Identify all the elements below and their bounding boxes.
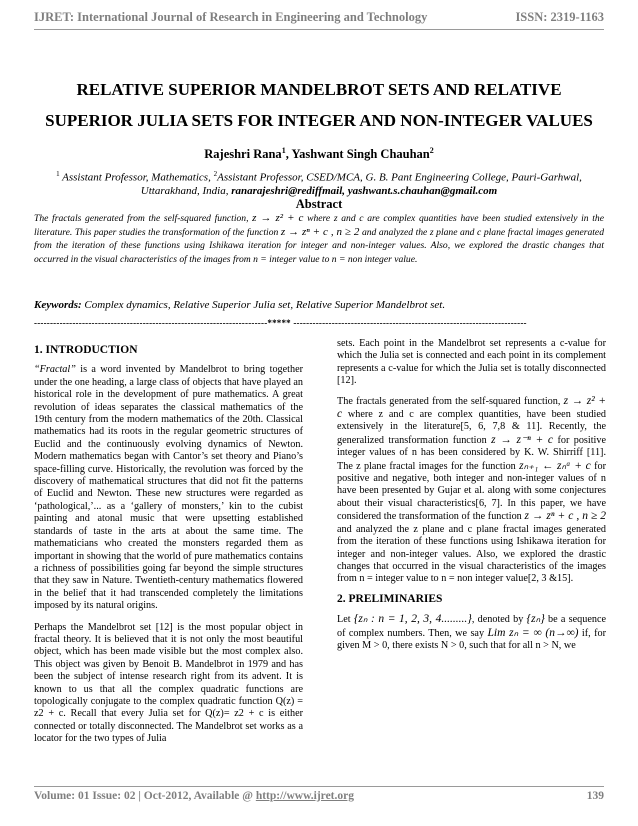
left-column: [34, 338, 303, 755]
intro-paragraph-2: Perhaps the Mandelbrot set [12] is the most popular object in fractal theory. It is believed that it is not only the most beautiful object, which has been made visible but the most complex also. This object was given by Benoit B. Mandelbrot in 1979 and has been the subject of intense research right from its advent. It is known to us that all the complex quadratic functions are topologically conjugate to the complex quadratic function Q(z) = z2 + c. Recall that every Julia set for Q(z)= z2 + c is either connected or totally disconnected. The Mandelbrot set works as a locator for the two types of Julia: [34, 621, 303, 745]
author-2-sup: 2: [429, 146, 434, 155]
right-paragraph-1: sets. Each point in the Mandelbrot set represents a c-value for which the Julia set is connected and each point in its complement represents a c-value for which the Julia set is totally disconnected [12].: [337, 338, 606, 387]
affil-sup-2: 2: [213, 170, 218, 178]
prelim-b: , denoted by: [471, 614, 524, 626]
journal-link[interactable]: http://www.ijret.org: [255, 790, 354, 802]
author-1-sup: 1: [281, 146, 286, 155]
footer-volume: Volume: 01 Issue: 02 | Oct-2012, Available @: [34, 790, 256, 802]
author-emails: ranarajeshri@rediffmail, yashwant.s.chauhan@gmail.com: [231, 185, 498, 198]
header-rule: [34, 29, 604, 30]
prelim-equation-2: {zₙ}: [526, 613, 545, 626]
abstract-part-1: The fractals generated from the self-squared function,: [34, 213, 249, 224]
prelim-equation-1: {zₙ : n = 1, 2, 3, 4.........}: [353, 613, 472, 626]
right-paragraph-2: [337, 395, 606, 586]
right-equation-2: z → z⁻ⁿ + c: [491, 433, 554, 446]
right-column: [337, 338, 606, 659]
right-equation-3: zₙ₊₁ ← zₙᵅ + c: [519, 459, 591, 472]
fractal-quote: “Fractal”: [34, 364, 76, 376]
intro-p1-text: is a word invented by Mandelbrot to bring together under the one heading, a large class of objects that have played an historical role in the development of pure mathematics. A great revolution of ideas separates the classical mathematics of the 19th century from the modern mathematics of the 20th. Classical mathematics had its roots in the regular geometric structures of Euclid and the continuously evolving dynamics of Newton. Modern mathematics began with Cantor’s set theory and Piano’s space-filling curve. Historically, the revolution was forced by the discovery of mathematical structures that did not fit the patterns of Euclid and Newton. These new structures were regarded as ‘pathological,’... as a ‘gallery of monsters,’ kin to the cubist painting and atonal music that were upsetting established standards of taste in the arts at about the same time. The mathematicians who created the monsters regarded them as important in showing that the world of pure mathematics contains a richness of possibilities going far beyond the simple structures that they saw in Nature. Twentieth-century mathematics flowered in the belief that it had transcended completely the limitations imposed by its natural origins.: [34, 364, 303, 612]
paper-title: [20, 74, 618, 136]
author-sep: ,: [285, 147, 292, 162]
right-p2-b: where z and c are complex quantities, have been studied extensively in the literature[5, 6, 7,8 & 11]. Recently, the generalized transformation function: [337, 409, 606, 446]
page-footer: [34, 790, 604, 802]
title-line-2: SUPERIOR JULIA SETS FOR INTEGER AND NON-INTEGER VALUES: [45, 111, 593, 130]
affiliation: [38, 168, 600, 199]
preliminaries-heading: 2. PRELIMINARIES: [337, 592, 443, 605]
right-p2-d: for positive and negative, both integer and non-integer values of n have been presented by Gujar et al. along with some conjectures about their visual characteristics[6, 7]. In this paper, we have considered the transformation of the function: [337, 460, 606, 523]
authors: [0, 146, 638, 162]
abstract-equation-1: z → z² + c: [252, 212, 304, 224]
keywords-text: Complex dynamics, Relative Superior Julia set, Relative Superior Mandelbrot set.: [81, 299, 446, 311]
right-equation-4: z → zⁿ + c , n ≥ 2: [524, 510, 607, 523]
journal-name: IJRET: International Journal of Research in Engineering and Technology: [34, 10, 428, 24]
author-1: Rajeshri Rana: [204, 147, 282, 162]
right-p2-e: and analyzed the z plane and c plane fractal images generated from the iteration of these functions using Ishikawa iteration for integer and non-integer values. Also, we explored the drastic changes that occurred in the visual characteristics of the images from n = integer value to n = non integer value[2, 3 &15].: [337, 523, 606, 585]
author-2: Yashwant Singh Chauhan: [291, 147, 430, 162]
footer-rule: [34, 786, 604, 787]
prelim-c: be a sequence of complex numbers. Then, we say: [337, 614, 606, 639]
title-line-1: RELATIVE SUPERIOR MANDELBROT SETS AND RELATIVE: [76, 80, 562, 99]
issn: ISSN: 2319-1163: [515, 10, 604, 24]
right-p2-a: The fractals generated from the self-squared function,: [337, 395, 561, 407]
abstract-equation-2: z → zⁿ + c , n ≥ 2: [280, 225, 360, 238]
intro-heading: 1. INTRODUCTION: [34, 344, 138, 356]
page-number: 139: [586, 790, 604, 802]
affil-sup-1: 1: [56, 170, 60, 178]
preliminaries-paragraph: [337, 613, 606, 652]
intro-paragraph-1: [34, 364, 303, 612]
prelim-equation-3: Lim zₙ = ∞ (n→∞): [487, 626, 579, 639]
prelim-d: if, for given M > 0, there exists N > 0, such that for all n > N, we: [337, 627, 606, 651]
right-equation-1: z → z² + c: [337, 394, 607, 421]
keywords-label: Keywords:: [34, 299, 82, 311]
section-separator: -------------------------------------------------------------------------***** -------------------------------------------------------------------------: [34, 318, 527, 328]
keywords: [34, 299, 604, 311]
prelim-a: Let: [337, 614, 351, 626]
abstract-body: [34, 212, 604, 266]
footer-left: [34, 790, 354, 802]
affil-text-1: Assistant Professor, Mathematics,: [59, 171, 214, 184]
abstract-part-2: where z and c are complex quantities have been studied extensively in the literature. This paper studies the transformation of the function: [34, 213, 604, 238]
abstract-part-3: and analyzed the z plane and c plane fractal images generated from the iteration of these functions using Ishikawa iteration for integer and non-integer values. Also, we explored the drastic changes that occurred in the visual characteristics of the images from n = integer value to n = non integer value.: [34, 226, 604, 265]
abstract-heading: Abstract: [295, 197, 343, 211]
affil-text-2: Assistant Professor, CSED/MCA, G. B. Pant Engineering College, Pauri-Garhwal, Uttarakhand, India,: [140, 171, 582, 198]
right-p2-c: for positive integer values of n has been considered by K. W. Shirriff [11]. The z plane fractal images for the function: [337, 434, 606, 472]
